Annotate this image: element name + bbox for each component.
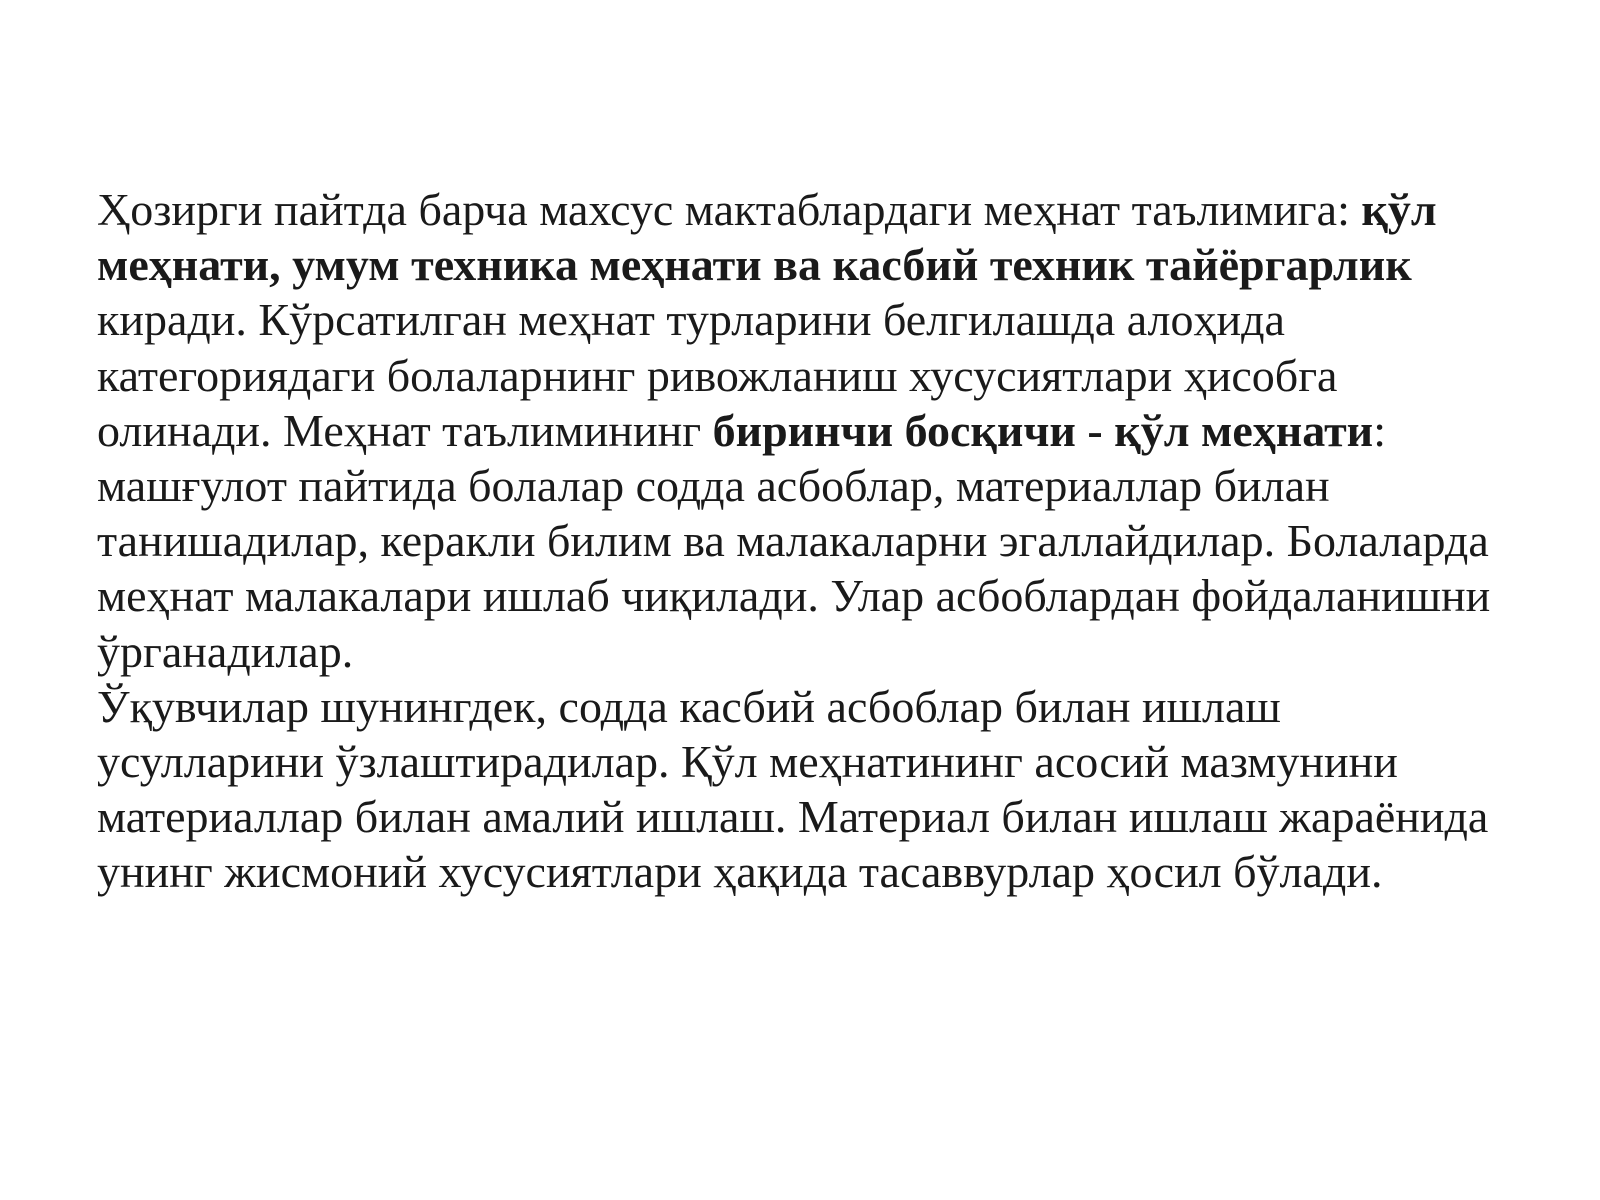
paragraph-2 [97,679,1517,900]
text-segment: киради. Кўрсатилган меҳнат турларини белгилашда алоҳида категориядаги болаларнинг ривожланиш хусусиятлари ҳисобга олинади. Меҳнат таълимининг [97,294,1338,456]
bold-text-segment: биринчи босқичи - қўл меҳнати [712,404,1374,456]
paragraph-1 [97,182,1517,679]
text-segment: Ҳозирги пайтда барча махсус мактаблардаги меҳнат таълимига: [97,184,1362,235]
bold-text-segment: қўл меҳнати, умум техника меҳнати ва касбий техник тайёргарлик [97,184,1437,291]
text-segment: : машғулот пайтида болалар содда асбоблар, материаллар билан танишадилар, кеpакли билим ва малакаларни эгаллайдилар. Болаларда меҳнат малакалари ишлаб чиқилади. Улар асбоблардан фойдаланишни ўрганадилар. [97,404,1491,677]
body-text [97,182,1517,900]
text-segment: Ўқувчилар шунингдек, содда касбий асбоблар билан ишлаш усулларини ўзлаштирадилар. Қўл меҳнатининг асосий мазмунини материаллар билан амалий ишлаш. Материал билан ишлаш жараёнида унинг жисмоний хусусиятлари ҳақида тасаввурлар ҳосил бўлади. [97,680,1489,898]
